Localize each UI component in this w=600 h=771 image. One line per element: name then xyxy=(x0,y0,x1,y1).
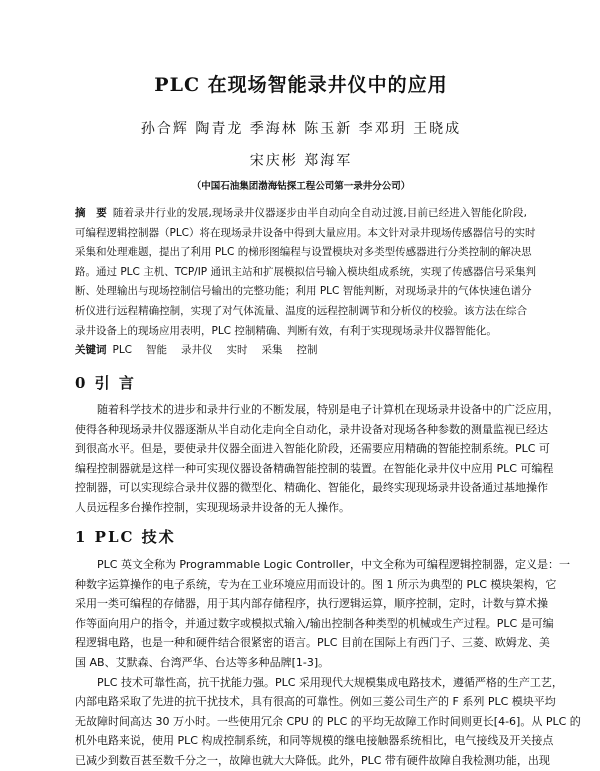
authors-line-2: 宋庆彬 郑海军 xyxy=(249,153,353,169)
paragraph-line: 采用一类可编程的存储器，用于其内部存储程序，执行逻辑运算，顺序控制，定时，计数与算术操 xyxy=(75,597,548,611)
paragraph-line: 控制器，可以实现综合录井仪器的微型化、精确化、智能化，最终实现现场录井设备通过基地操作 xyxy=(75,481,548,495)
abstract-label: 摘 要 xyxy=(75,207,107,219)
abstract-line: 采集和处理难题，提出了利用 PLC 的梯形图编程与设置模块对多类型传感器进行分类控制的解决思 xyxy=(75,246,532,259)
abstract-line: 断、处理输出与现场控制信号输出的完整功能；利用 PLC 智能判断，对现场录井的气体快速色谱分 xyxy=(75,285,532,298)
keyword: 实时 xyxy=(226,344,248,357)
paragraph-line: 编程控制器就是这样一种可实现仪器设备精确智能控制的装置。在智能化录井仪中应用 PLC 可编程 xyxy=(75,461,554,475)
paragraph-line: 已减少到数百甚至数千分之一，故障也就大大降低。此外，PLC 带有硬件故障自我检测功能，出现 xyxy=(75,753,550,767)
keyword: 录井仪 xyxy=(181,344,213,357)
keywords-label: 关键词 xyxy=(75,344,107,357)
paragraph-line: 到很高水平。但是，要使录井仪器全面进入智能化阶段，还需要应用精确的智能控制系统。PLC 可 xyxy=(75,442,550,456)
paragraph-line: 随着科学技术的进步和录井行业的不断发展，特别是电子计算机在现场录井设备中的广泛应用， xyxy=(97,403,559,416)
keyword: 采集 xyxy=(261,344,283,357)
paragraph-line: 种数字运算操作的电子系统，专为在工业环境应用而设计的。图 1 所示为典型的 PLC 模块架构，它 xyxy=(75,577,557,591)
paragraph-line: 无故障时间高达 30 万小时。一些使用冗余 CPU 的 PLC 的平均无故障工作时间则更长[4-6]。从 PLC 的 xyxy=(75,714,581,728)
abstract-line: 录井设备上的现场应用表明，PLC 控制精确、判断有效，有利于实现现场录井仪器智能化。 xyxy=(75,324,497,337)
paragraph-line: 人员远程多台操作控制，实现现场录井设备的无人操作。 xyxy=(75,500,350,514)
paragraph-line: 机外电路来说，使用 PLC 构成控制系统，和同等规模的继电接触器系统相比，电气接线及开关接点 xyxy=(75,734,554,748)
paragraph-line: PLC 技术可靠性高，抗干扰能力强。PLC 采用现代大规模集成电路技术，遵循严格的生产工艺， xyxy=(97,675,563,689)
authors-line-1: 孙合辉 陶青龙 季海林 陈玉新 李邓玥 王晓成 xyxy=(140,121,462,137)
paragraph-line: 国 AB、艾默森、台湾严华、台达等多种品牌[1-3]。 xyxy=(75,655,330,669)
affiliation: （中国石油集团渤海钻探工程公司第一录井分公司） xyxy=(191,181,411,192)
section-heading-introduction: 0 引 言 xyxy=(75,374,136,392)
abstract-line: 可编程逻辑控制器（PLC）将在现场录井设备中得到大量应用。本文针对录井现场传感器信号的实时 xyxy=(75,226,536,239)
paper-title: PLC 在现场智能录井仪中的应用 xyxy=(154,74,448,96)
abstract-line: 析仪进行远程精确控制，实现了对气体流量、温度的远程控制调节和分析仪的校验。该方法在综合 xyxy=(75,304,527,317)
keyword: PLC xyxy=(112,344,133,357)
abstract-line: 路。通过 PLC 主机、TCP/IP 通讯主站和扩展模拟信号输入模块组成系统，实现了传感器信号采集判 xyxy=(75,265,536,278)
section-heading-plc-technology: 1 PLC 技术 xyxy=(75,528,176,546)
paragraph-line: 作等面向用户的指令，并通过数字或模拟式输入/输出控制各种类型的机械或生产过程。PLC 是可编 xyxy=(75,616,554,630)
paragraph-line: PLC 英文全称为 Programmable Logic Controller，中文全称为可编程逻辑控制器，定义是：一 xyxy=(97,558,570,571)
abstract-line: 摘 要 随着录井行业的发展,现场录井仪器逐步由半自动向全自动过渡,目前已经进入智能化阶段, xyxy=(75,207,528,219)
paragraph-line: 使得各种现场录井仪器逐渐从半自动化走向全自动化，录井设备对现场各种参数的测量监视已经达 xyxy=(75,422,548,436)
paragraph-line: 内部电路采取了先进的抗干扰技术，具有很高的可靠性。例如三菱公司生产的 F 系列 PLC 模块平均 xyxy=(75,695,556,709)
section-introduction-body xyxy=(75,400,559,518)
section-plc-body xyxy=(75,555,581,771)
abstract xyxy=(75,204,536,361)
keywords xyxy=(75,341,527,361)
keyword: 智能 xyxy=(146,344,168,357)
keyword: 控制 xyxy=(296,344,318,357)
paragraph-line: 程逻辑电路，也是一种和硬件结合很紧密的语言。PLC 目前在国际上有西门子、三菱、欧姆龙、美 xyxy=(75,636,550,650)
